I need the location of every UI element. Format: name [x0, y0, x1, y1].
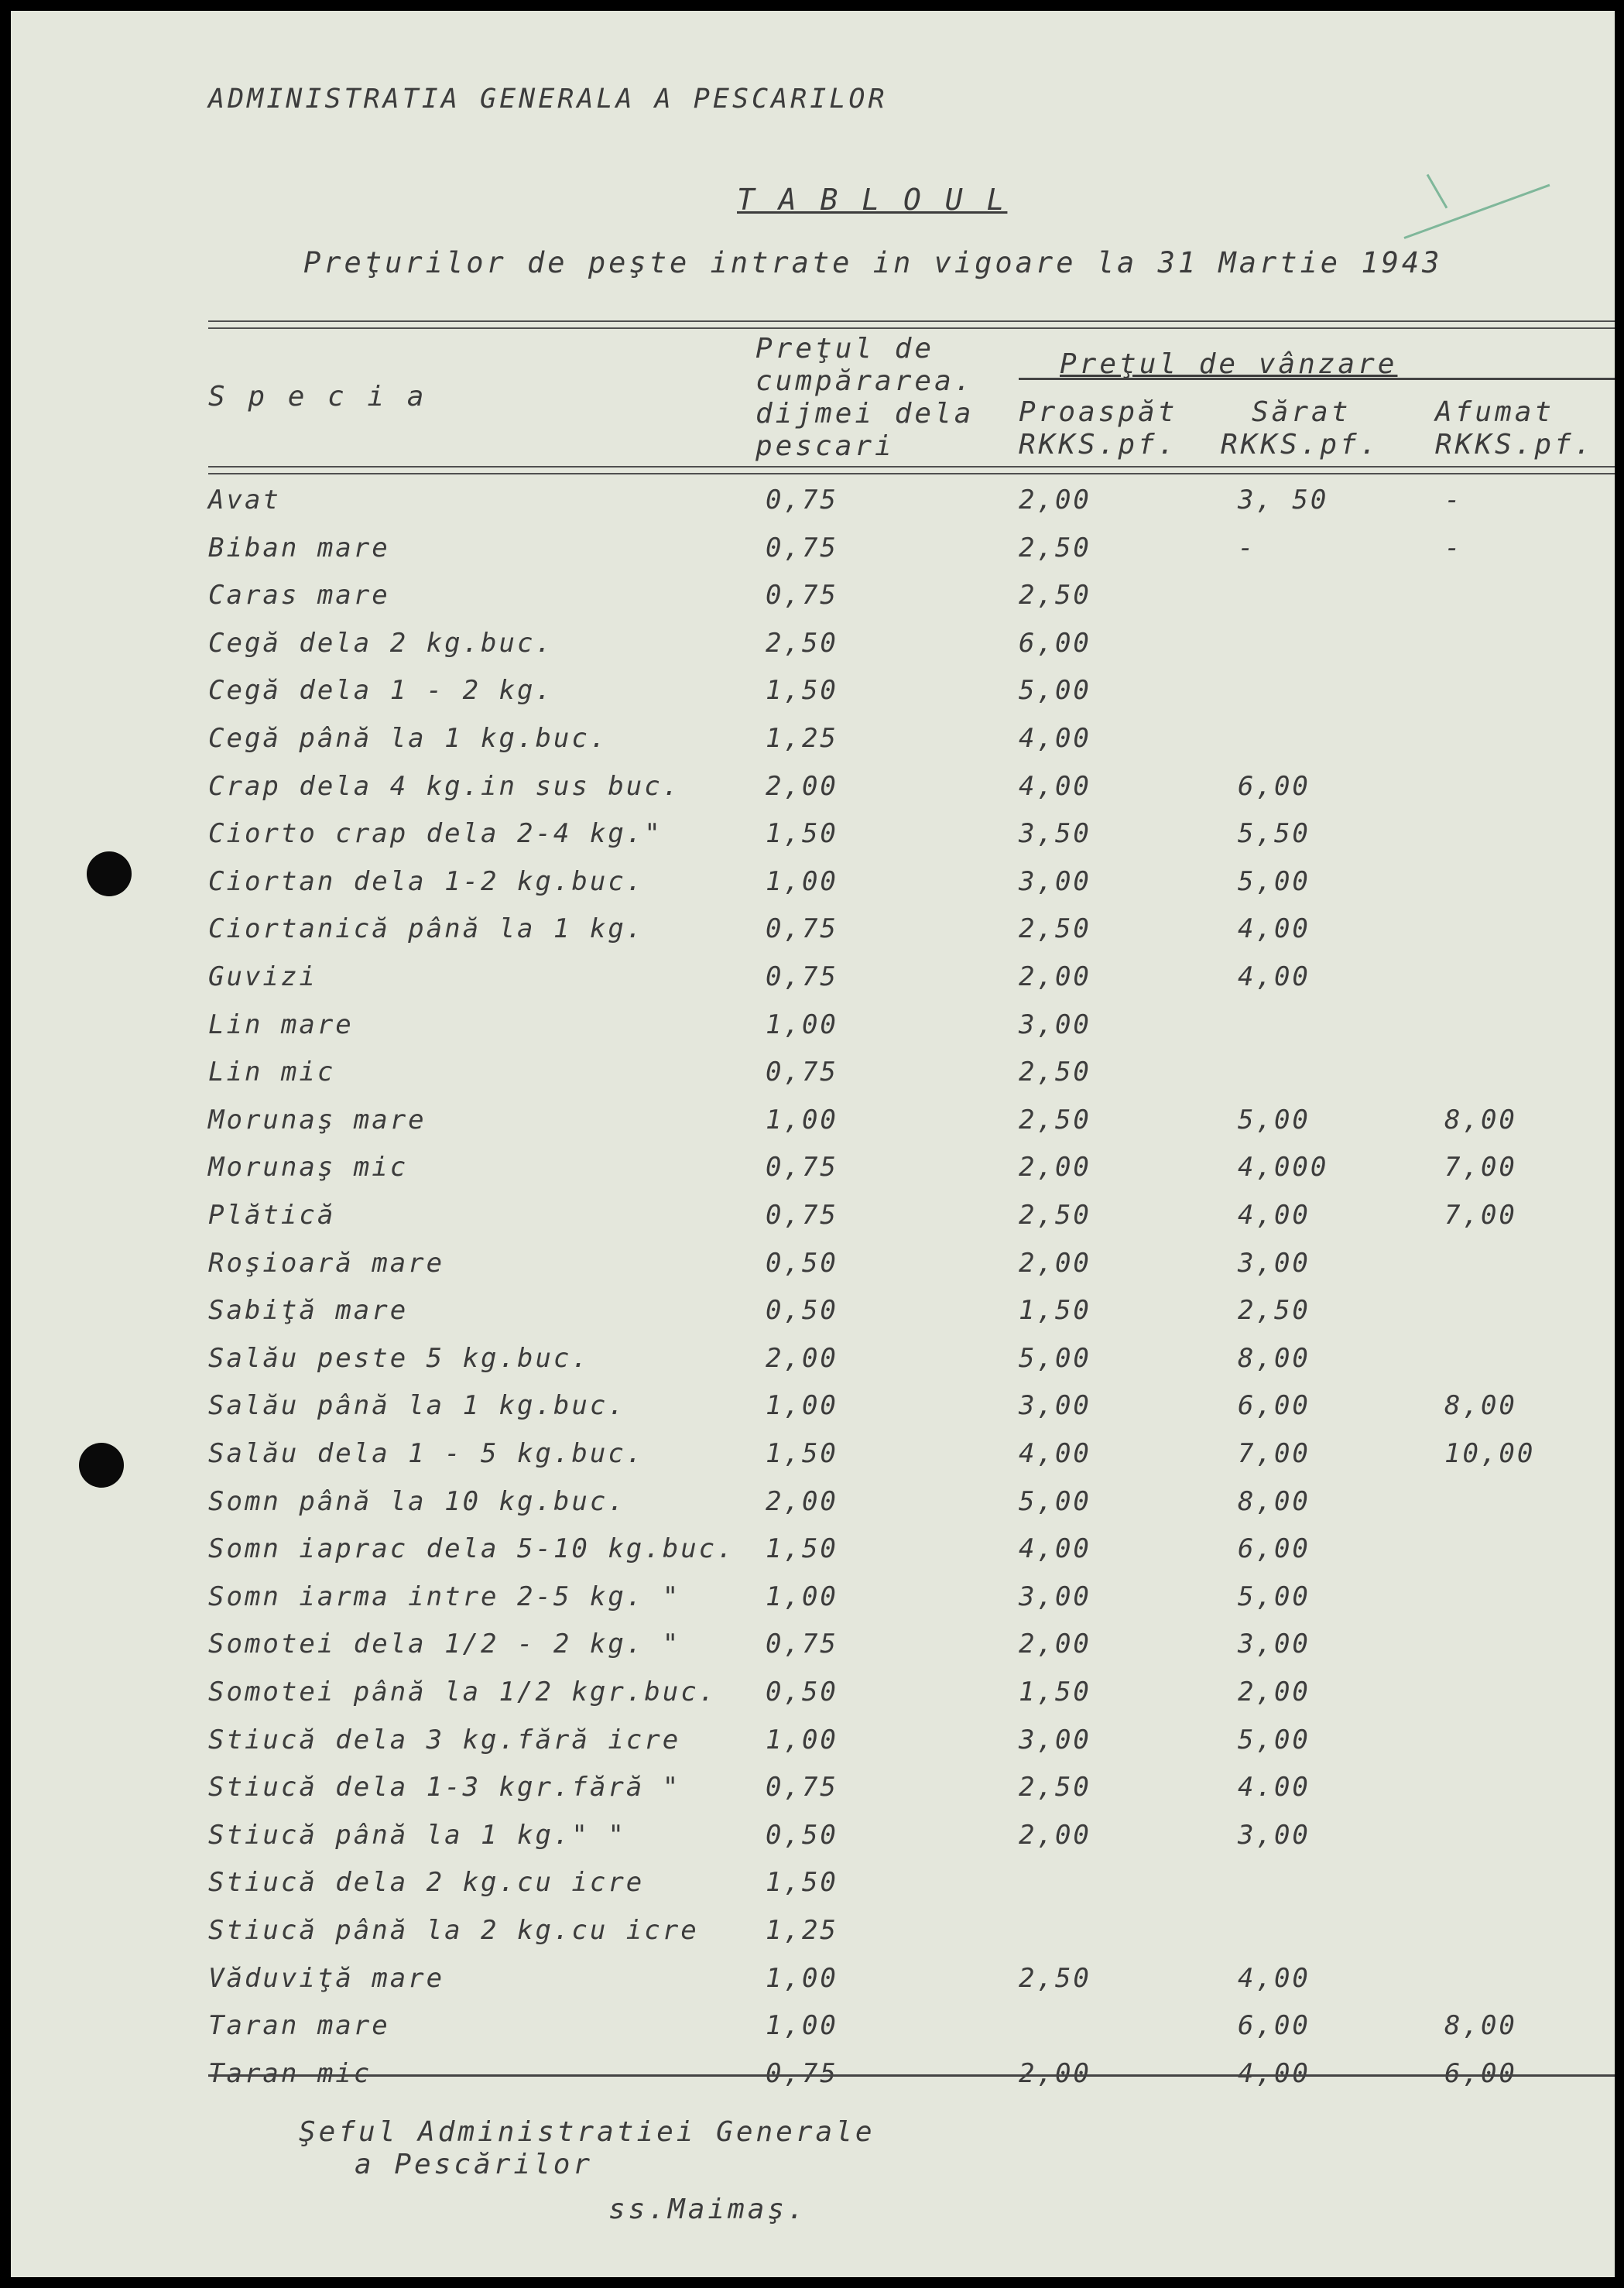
species-cell: Ciortanică până la 1 kg. — [208, 913, 645, 944]
species-cell: Somotei până la 1/2 kgr.buc. — [208, 1677, 718, 1707]
smoked-price-cell: 6,00 — [1444, 2058, 1517, 2089]
salted-price-cell: 2,00 — [1238, 1677, 1311, 1707]
fresh-price-cell: 2,50 — [1019, 580, 1091, 611]
salted-price-cell: 4,00 — [1238, 961, 1311, 992]
fresh-price-cell: 2,50 — [1019, 1200, 1091, 1231]
purchase-price-cell: 0,75 — [766, 580, 838, 611]
purchase-price-cell: 0,75 — [766, 1772, 838, 1803]
salted-price-cell: 6,00 — [1238, 1533, 1311, 1564]
fresh-price-cell: 2,50 — [1019, 913, 1091, 944]
pen-mark-small — [1427, 174, 1448, 209]
species-cell: Somn iarma intre 2-5 kg. " — [208, 1581, 681, 1612]
smoked-price-cell: 10,00 — [1444, 1438, 1536, 1469]
purchase-price-cell: 0,50 — [766, 1677, 838, 1707]
purchase-price-cell: 0,75 — [766, 1057, 838, 1087]
salted-price-cell: 5,00 — [1238, 1581, 1311, 1612]
fresh-price-cell: 2,50 — [1019, 1772, 1091, 1803]
fresh-price-cell: 6,00 — [1019, 628, 1091, 659]
column-header-smoked-2: RKKS.pf. — [1435, 429, 1595, 461]
species-cell: Somn iaprac dela 5-10 kg.buc. — [208, 1533, 735, 1564]
smoked-price-cell: 8,00 — [1444, 2010, 1517, 2041]
purchase-price-cell: 1,25 — [766, 723, 838, 754]
purchase-price-cell: 1,00 — [766, 1009, 838, 1040]
fresh-price-cell: 2,00 — [1019, 1820, 1091, 1851]
purchase-price-cell: 1,00 — [766, 1105, 838, 1135]
fresh-price-cell: 5,00 — [1019, 1343, 1091, 1374]
signature-line-1: Şeful Administratiei Generale — [299, 2116, 875, 2148]
purchase-price-cell: 1,00 — [766, 1390, 838, 1421]
species-cell: Plătică — [208, 1200, 336, 1231]
salted-price-cell: 8,00 — [1238, 1486, 1311, 1517]
purchase-price-cell: 1,00 — [766, 866, 838, 897]
salted-price-cell: 5,50 — [1238, 818, 1311, 849]
column-header-purchase-2: cumpărarea. — [755, 365, 975, 397]
salted-price-cell: 3,00 — [1238, 1248, 1311, 1279]
species-cell: Stiucă dela 3 kg.fără icre — [208, 1725, 681, 1755]
species-cell: Sabiţă mare — [208, 1295, 409, 1326]
purchase-price-cell: 0,75 — [766, 1200, 838, 1231]
salted-price-cell: - — [1238, 533, 1256, 563]
purchase-price-cell: 0,75 — [766, 913, 838, 944]
fresh-price-cell: 4,00 — [1019, 771, 1091, 802]
purchase-price-cell: 1,50 — [766, 1533, 838, 1564]
fresh-price-cell: 3,50 — [1019, 818, 1091, 849]
smoked-price-cell: - — [1444, 533, 1463, 563]
document-page — [11, 11, 1615, 2277]
column-header-purchase-1: Preţul de — [755, 333, 935, 365]
salted-price-cell: 4,00 — [1238, 1200, 1311, 1231]
species-cell: Stiucă dela 2 kg.cu icre — [208, 1867, 645, 1898]
species-cell: Salău până la 1 kg.buc. — [208, 1390, 626, 1421]
purchase-price-cell: 0,75 — [766, 1152, 838, 1183]
fresh-price-cell: 2,00 — [1019, 1248, 1091, 1279]
column-header-sale-group: Preţul de vânzare — [1060, 348, 1398, 380]
smoked-price-cell: 8,00 — [1444, 1105, 1517, 1135]
salted-price-cell: 4.00 — [1238, 1772, 1311, 1803]
fresh-price-cell: 2,00 — [1019, 1629, 1091, 1659]
species-cell: Stiucă dela 1-3 kgr.fără " — [208, 1772, 681, 1803]
fresh-price-cell: 3,00 — [1019, 1581, 1091, 1612]
purchase-price-cell: 0,75 — [766, 533, 838, 563]
species-cell: Cegă până la 1 kg.buc. — [208, 723, 608, 754]
purchase-price-cell: 1,50 — [766, 1438, 838, 1469]
smoked-price-cell: 8,00 — [1444, 1390, 1517, 1421]
purchase-price-cell: 1,00 — [766, 1581, 838, 1612]
sale-group-rule — [1019, 378, 1615, 380]
table-header-rule — [208, 466, 1615, 474]
document-subtitle: Preţurilor de peşte intrate in vigoare la 31 Martie 1943 — [303, 246, 1443, 279]
species-cell: Avat — [208, 485, 281, 515]
salted-price-cell: 5,00 — [1238, 866, 1311, 897]
fresh-price-cell: 1,50 — [1019, 1677, 1091, 1707]
species-cell: Ciortan dela 1-2 kg.buc. — [208, 866, 645, 897]
fresh-price-cell: 1,50 — [1019, 1295, 1091, 1326]
table-bottom-rule — [208, 2074, 1615, 2077]
salted-price-cell: 6,00 — [1238, 2010, 1311, 2041]
signature-line-2: a Pescărilor — [355, 2149, 594, 2180]
column-header-purchase-3: dijmei dela — [755, 398, 975, 430]
salted-price-cell: 4,000 — [1238, 1152, 1329, 1183]
salted-price-cell: 3,00 — [1238, 1629, 1311, 1659]
species-cell: Morunaş mare — [208, 1105, 427, 1135]
fresh-price-cell: 3,00 — [1019, 1009, 1091, 1040]
smoked-price-cell: 7,00 — [1444, 1152, 1517, 1183]
purchase-price-cell: 2,00 — [766, 1343, 838, 1374]
fresh-price-cell: 3,00 — [1019, 1725, 1091, 1755]
purchase-price-cell: 0,75 — [766, 2058, 838, 2089]
purchase-price-cell: 1,50 — [766, 675, 838, 706]
species-cell: Roşioară mare — [208, 1248, 445, 1279]
species-cell: Salău dela 1 - 5 kg.buc. — [208, 1438, 645, 1469]
purchase-price-cell: 2,50 — [766, 628, 838, 659]
fresh-price-cell: 2,00 — [1019, 2058, 1091, 2089]
species-cell: Văduviţă mare — [208, 1963, 445, 1994]
column-header-purchase-4: pescari — [755, 430, 895, 462]
column-header-salted-1: Sărat — [1252, 396, 1352, 428]
fresh-price-cell: 4,00 — [1019, 723, 1091, 754]
species-cell: Cegă dela 2 kg.buc. — [208, 628, 553, 659]
column-header-fresh-2: RKKS.pf. — [1019, 429, 1178, 461]
species-cell: Crap dela 4 kg.in sus buc. — [208, 771, 681, 802]
purchase-price-cell: 1,00 — [766, 1963, 838, 1994]
species-cell: Morunaş mic — [208, 1152, 409, 1183]
fresh-price-cell: 2,00 — [1019, 1152, 1091, 1183]
salted-price-cell: 4,00 — [1238, 913, 1311, 944]
fresh-price-cell: 5,00 — [1019, 675, 1091, 706]
species-cell: Stiucă până la 2 kg.cu icre — [208, 1915, 699, 1946]
species-cell: Somn până la 10 kg.buc. — [208, 1486, 626, 1517]
purchase-price-cell: 1,00 — [766, 1725, 838, 1755]
salted-price-cell: 5,00 — [1238, 1725, 1311, 1755]
purchase-price-cell: 0,75 — [766, 961, 838, 992]
species-cell: Cegă dela 1 - 2 kg. — [208, 675, 553, 706]
column-header-fresh-1: Proaspăt — [1019, 396, 1178, 428]
species-cell: Ciorto crap dela 2-4 kg." — [208, 818, 663, 849]
fresh-price-cell: 4,00 — [1019, 1438, 1091, 1469]
salted-price-cell: 2,50 — [1238, 1295, 1311, 1326]
signature-line-3: ss.Maimaş. — [608, 2194, 807, 2225]
species-cell: Salău peste 5 kg.buc. — [208, 1343, 590, 1374]
species-cell: Taran mic — [208, 2058, 372, 2089]
salted-price-cell: 3,00 — [1238, 1820, 1311, 1851]
purchase-price-cell: 1,25 — [766, 1915, 838, 1946]
column-header-salted-2: RKKS.pf. — [1221, 429, 1380, 461]
purchase-price-cell: 0,50 — [766, 1295, 838, 1326]
purchase-price-cell: 0,75 — [766, 1629, 838, 1659]
purchase-price-cell: 0,50 — [766, 1248, 838, 1279]
salted-price-cell: 3, 50 — [1238, 485, 1329, 515]
smoked-price-cell: - — [1444, 485, 1463, 515]
purchase-price-cell: 0,75 — [766, 485, 838, 515]
salted-price-cell: 6,00 — [1238, 1390, 1311, 1421]
fresh-price-cell: 2,00 — [1019, 961, 1091, 992]
salted-price-cell: 7,00 — [1238, 1438, 1311, 1469]
fresh-price-cell: 4,00 — [1019, 1533, 1091, 1564]
fresh-price-cell: 2,50 — [1019, 1963, 1091, 1994]
salted-price-cell: 5,00 — [1238, 1105, 1311, 1135]
species-cell: Lin mare — [208, 1009, 354, 1040]
column-header-smoked-1: Afumat — [1435, 396, 1555, 428]
salted-price-cell: 4,00 — [1238, 1963, 1311, 1994]
document-header: ADMINISTRATIA GENERALA A PESCARILOR — [208, 84, 888, 115]
species-cell: Lin mic — [208, 1057, 336, 1087]
table-top-rule — [208, 320, 1615, 329]
fresh-price-cell: 2,50 — [1019, 533, 1091, 563]
species-cell: Somotei dela 1/2 - 2 kg. " — [208, 1629, 681, 1659]
purchase-price-cell: 0,50 — [766, 1820, 838, 1851]
salted-price-cell: 4,00 — [1238, 2058, 1311, 2089]
fresh-price-cell: 3,00 — [1019, 1390, 1091, 1421]
punch-hole-bottom — [79, 1443, 124, 1488]
fresh-price-cell: 2,00 — [1019, 485, 1091, 515]
punch-hole-top — [87, 851, 132, 896]
purchase-price-cell: 2,00 — [766, 771, 838, 802]
species-cell: Guvizi — [208, 961, 317, 992]
document-title: T A B L O U L — [737, 183, 1008, 217]
purchase-price-cell: 2,00 — [766, 1486, 838, 1517]
purchase-price-cell: 1,50 — [766, 818, 838, 849]
fresh-price-cell: 2,50 — [1019, 1057, 1091, 1087]
fresh-price-cell: 2,50 — [1019, 1105, 1091, 1135]
fresh-price-cell: 3,00 — [1019, 866, 1091, 897]
purchase-price-cell: 1,50 — [766, 1867, 838, 1898]
fresh-price-cell: 5,00 — [1019, 1486, 1091, 1517]
column-header-species: S p e c i a — [208, 381, 427, 413]
species-cell: Biban mare — [208, 533, 390, 563]
species-cell: Taran mare — [208, 2010, 390, 2041]
smoked-price-cell: 7,00 — [1444, 1200, 1517, 1231]
salted-price-cell: 8,00 — [1238, 1343, 1311, 1374]
purchase-price-cell: 1,00 — [766, 2010, 838, 2041]
salted-price-cell: 6,00 — [1238, 771, 1311, 802]
pen-mark — [1403, 184, 1550, 239]
species-cell: Caras mare — [208, 580, 390, 611]
species-cell: Stiucă până la 1 kg." " — [208, 1820, 626, 1851]
